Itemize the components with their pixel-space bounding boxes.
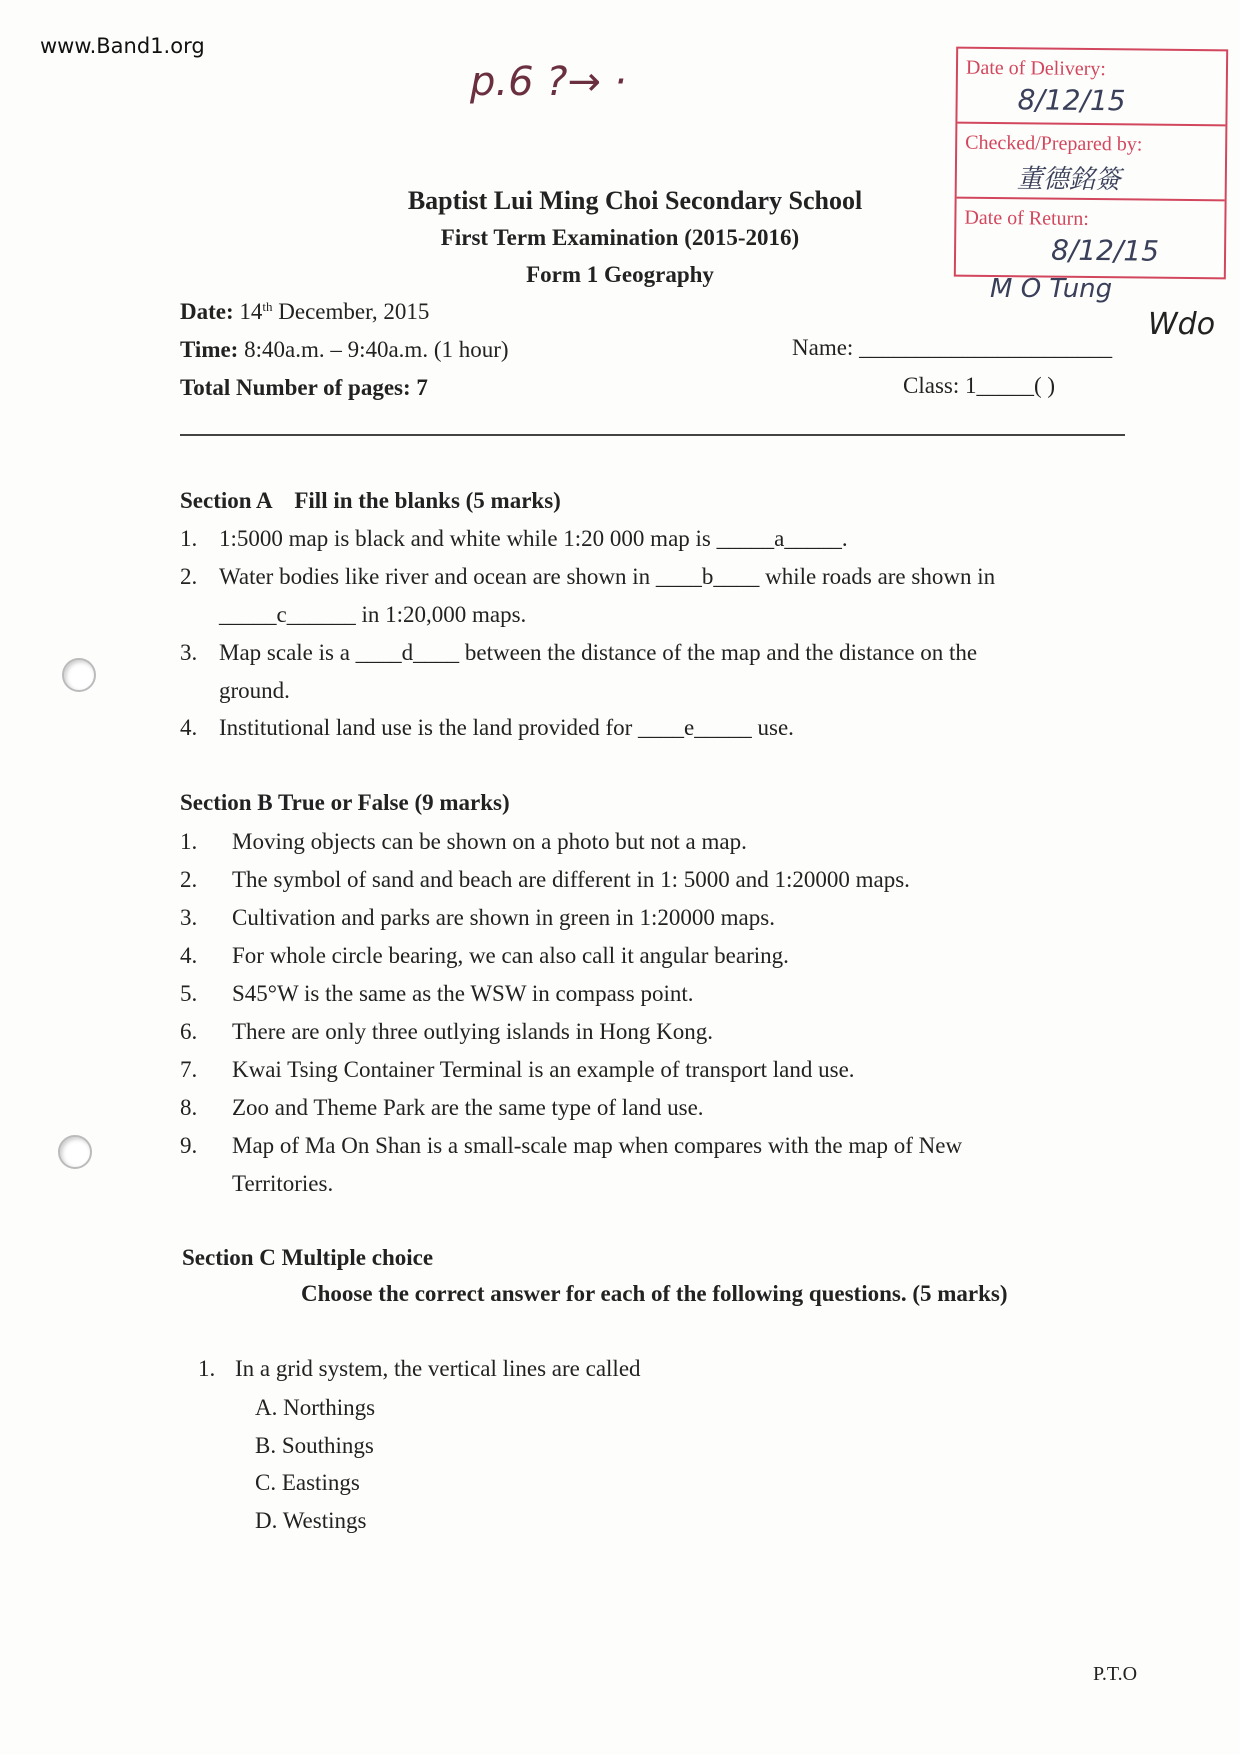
- stamp-value: 董德銘簽: [1016, 164, 1121, 196]
- total-pages: Total Number of pages: 7: [180, 375, 428, 400]
- section-c-instruction: Choose the correct answer for each of the following questions. (5 marks): [301, 1281, 1008, 1306]
- divider: [180, 434, 1125, 436]
- handwritten-initials: Wdo: [1148, 307, 1216, 342]
- list-item: 4.: [180, 715, 198, 740]
- watermark: www.Band1.org: [40, 34, 205, 58]
- list-item-text: Zoo and Theme Park are the same type of land use.: [232, 1095, 704, 1120]
- handwritten-note: p.6 ?→ ·: [470, 59, 627, 105]
- stamp-value: 8/12/15: [1017, 83, 1126, 118]
- option-a: A. Northings: [255, 1395, 376, 1420]
- list-item-text: The symbol of sand and beach are different in 1: 5000 and 1:20000 maps.: [232, 867, 910, 892]
- exam-time: Time: 8:40a.m. – 9:40a.m. (1 hour): [180, 337, 509, 362]
- list-item-number: 1.: [180, 829, 198, 854]
- section-a-title: Section A Fill in the blanks (5 marks): [180, 488, 561, 513]
- list-item-number: 5.: [180, 981, 198, 1006]
- list-item-text: There are only three outlying islands in Hong Kong.: [232, 1019, 713, 1044]
- list-item-number: 7.: [180, 1057, 198, 1082]
- list-item: 2.: [180, 564, 198, 589]
- subject-title: Form 1 Geography: [526, 262, 714, 287]
- option-c: C. Eastings: [255, 1470, 360, 1495]
- list-item-text: Institutional land use is the land provided for ____e_____ use.: [219, 715, 794, 740]
- list-item: 1.: [180, 526, 198, 551]
- option-d: D. Westings: [255, 1508, 367, 1533]
- list-item-text: S45°W is the same as the WSW in compass point.: [232, 981, 694, 1006]
- list-item-text: 1:5000 map is black and white while 1:20 000 map is _____a_____.: [219, 526, 848, 551]
- list-item-text: _____c______ in 1:20,000 maps.: [219, 602, 527, 627]
- list-item-number: 3.: [180, 905, 198, 930]
- option-b: B. Southings: [255, 1433, 374, 1458]
- school-name: Baptist Lui Ming Choi Secondary School: [407, 186, 863, 215]
- list-item-number: 9.: [180, 1133, 198, 1158]
- class-field[interactable]: Class: 1_____( ): [903, 373, 1056, 398]
- list-item-number: 8.: [180, 1095, 198, 1120]
- list-item-text: Water bodies like river and ocean are shown in ____b____ while roads are shown in: [219, 564, 996, 589]
- list-item-text: Map of Ma On Shan is a small-scale map when compares with the map of New: [232, 1133, 963, 1158]
- exam-date: Date: 14th December, 2015: [180, 299, 430, 324]
- name-field[interactable]: Name: ______________________: [792, 335, 1113, 360]
- stamp-label: Checked/Prepared by:: [965, 131, 1143, 156]
- handwritten-name: M O Tung: [990, 274, 1113, 304]
- section-b-title: Section B True or False (9 marks): [180, 790, 510, 815]
- punch-hole: [58, 1135, 92, 1169]
- stamp-value: 8/12/15: [1050, 233, 1160, 268]
- list-item-text: Kwai Tsing Container Terminal is an example of transport land use.: [232, 1057, 855, 1082]
- page-turn-note: P.T.O: [1093, 1663, 1138, 1685]
- list-item-text: Map scale is a ____d____ between the distance of the map and the distance on the: [219, 640, 978, 665]
- list-item-text: Territories.: [232, 1171, 334, 1196]
- list-item-text: ground.: [219, 678, 290, 703]
- list-item: 3.: [180, 640, 198, 665]
- list-item-number: 6.: [180, 1019, 198, 1044]
- section-c-title: Section C Multiple choice: [182, 1245, 434, 1270]
- list-item-number: 2.: [180, 867, 198, 892]
- list-item-number: 4.: [180, 943, 198, 968]
- list-item-text: For whole circle bearing, we can also call it angular bearing.: [232, 943, 789, 968]
- list-item-text: Cultivation and parks are shown in green in 1:20000 maps.: [232, 905, 775, 930]
- punch-hole: [62, 658, 96, 692]
- exam-title: First Term Examination (2015-2016): [440, 225, 800, 250]
- stamp-label: Date of Delivery:: [965, 56, 1107, 81]
- question-number: 1.: [198, 1356, 216, 1381]
- question-text: In a grid system, the vertical lines are called: [235, 1356, 641, 1381]
- list-item-text: Moving objects can be shown on a photo but not a map.: [232, 829, 747, 854]
- stamp-label: Date of Return:: [964, 206, 1089, 230]
